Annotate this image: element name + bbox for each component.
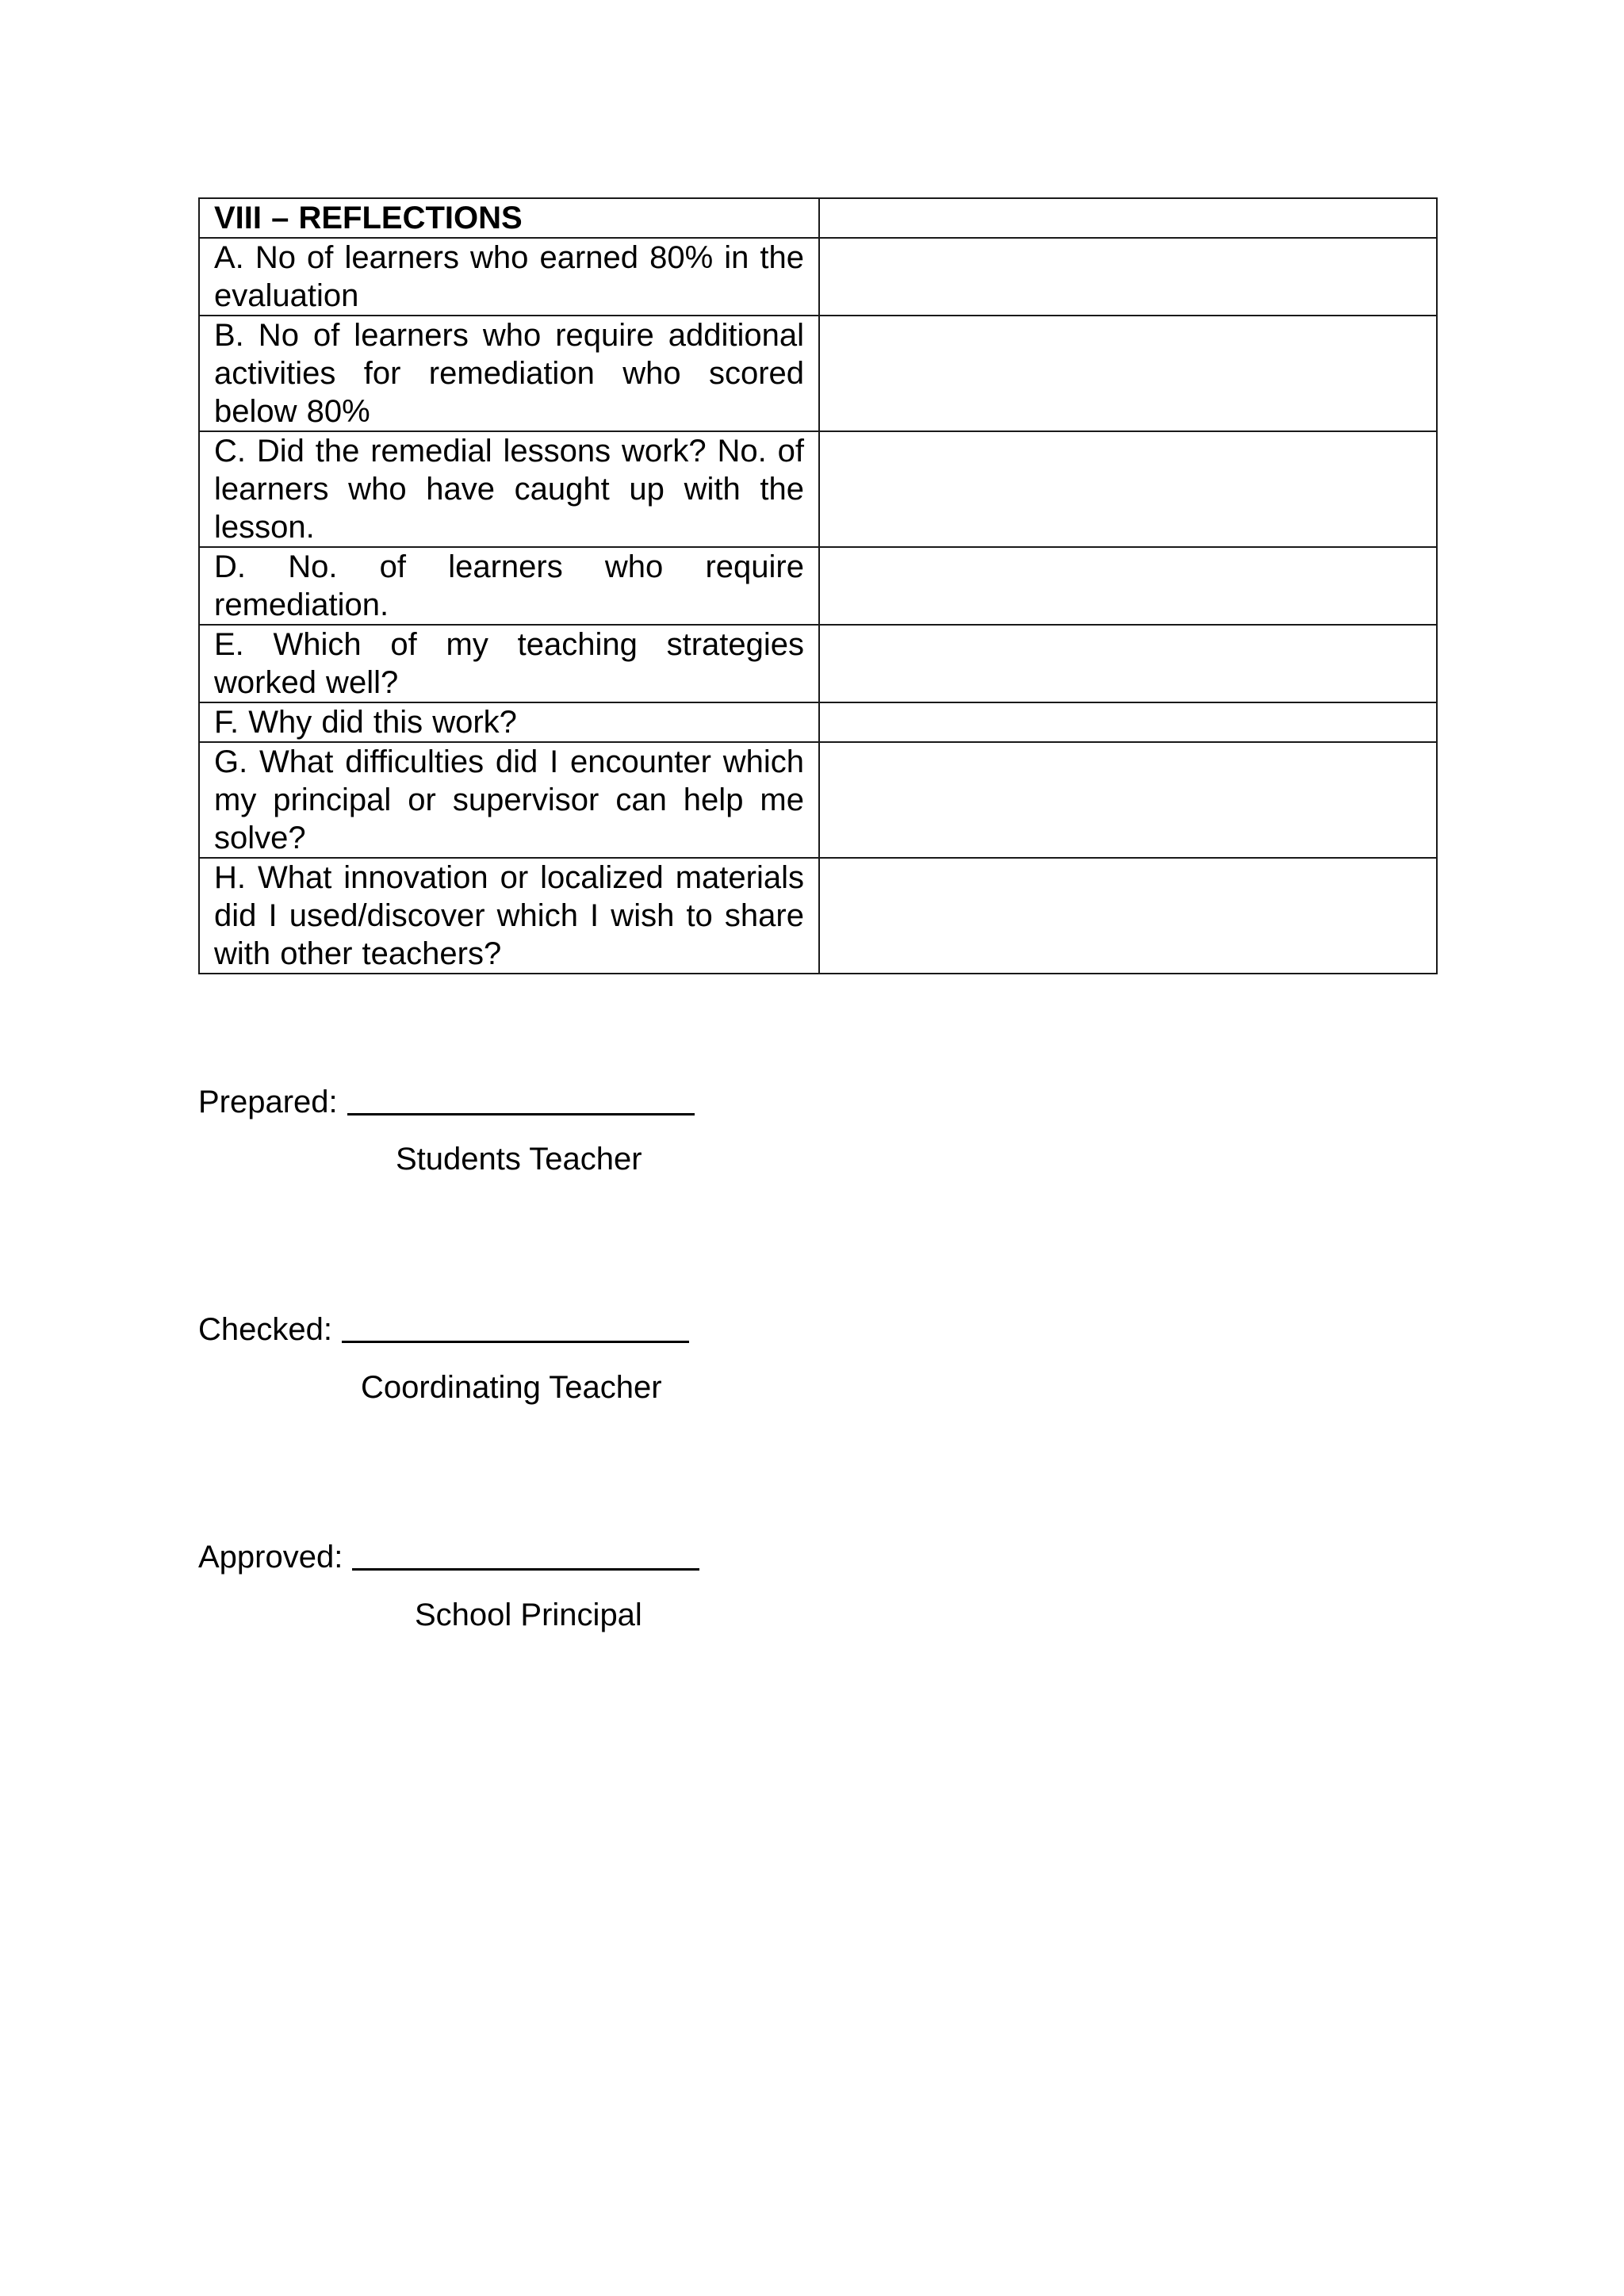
answer-cell[interactable] — [819, 742, 1437, 858]
table-row — [199, 702, 1437, 742]
answer-cell[interactable] — [819, 238, 1437, 316]
checked-signature-line[interactable] — [342, 1341, 689, 1343]
checked-label: Checked: — [198, 1312, 332, 1347]
answer-cell[interactable] — [819, 625, 1437, 702]
checked-role: Coordinating Teacher — [361, 1370, 662, 1405]
prepared-role: Students Teacher — [396, 1142, 642, 1177]
answer-cell[interactable] — [819, 431, 1437, 547]
table-row — [199, 547, 1437, 625]
table-row — [199, 625, 1437, 702]
approved-signature-line[interactable] — [352, 1568, 699, 1571]
prepared-signature — [198, 1083, 695, 1121]
question-cell: E. Which of my teaching strategies worked well? — [199, 625, 819, 702]
table-row — [199, 238, 1437, 316]
table-row — [199, 316, 1437, 431]
question-cell: D. No. of learners who require remediation. — [199, 547, 819, 625]
reflections-heading: VIII – REFLECTIONS — [199, 198, 819, 238]
question-cell: A. No of learners who earned 80% in the evaluation — [199, 238, 819, 316]
approved-label: Approved: — [198, 1540, 343, 1575]
reflections-table — [198, 197, 1438, 974]
question-cell: H. What innovation or localized materials did I used/discover which I wish to share with other teachers? — [199, 858, 819, 974]
question-cell: F. Why did this work? — [199, 702, 819, 742]
approved-role: School Principal — [415, 1598, 642, 1632]
answer-cell[interactable] — [819, 702, 1437, 742]
answer-cell[interactable] — [819, 858, 1437, 974]
checked-signature — [198, 1311, 689, 1349]
prepared-signature-line[interactable] — [347, 1113, 695, 1115]
prepared-label: Prepared: — [198, 1085, 338, 1119]
table-row — [199, 431, 1437, 547]
question-cell: C. Did the remedial lessons work? No. of learners who have caught up with the lesson. — [199, 431, 819, 547]
table-header-row — [199, 198, 1437, 238]
answer-cell[interactable] — [819, 316, 1437, 431]
approved-signature — [198, 1538, 699, 1576]
reflections-heading-answer-cell — [819, 198, 1437, 238]
table-row — [199, 742, 1437, 858]
answer-cell[interactable] — [819, 547, 1437, 625]
question-cell: B. No of learners who require additional activities for remediation who scored below 80% — [199, 316, 819, 431]
question-cell: G. What difficulties did I encounter which my principal or supervisor can help me solve? — [199, 742, 819, 858]
table-row — [199, 858, 1437, 974]
